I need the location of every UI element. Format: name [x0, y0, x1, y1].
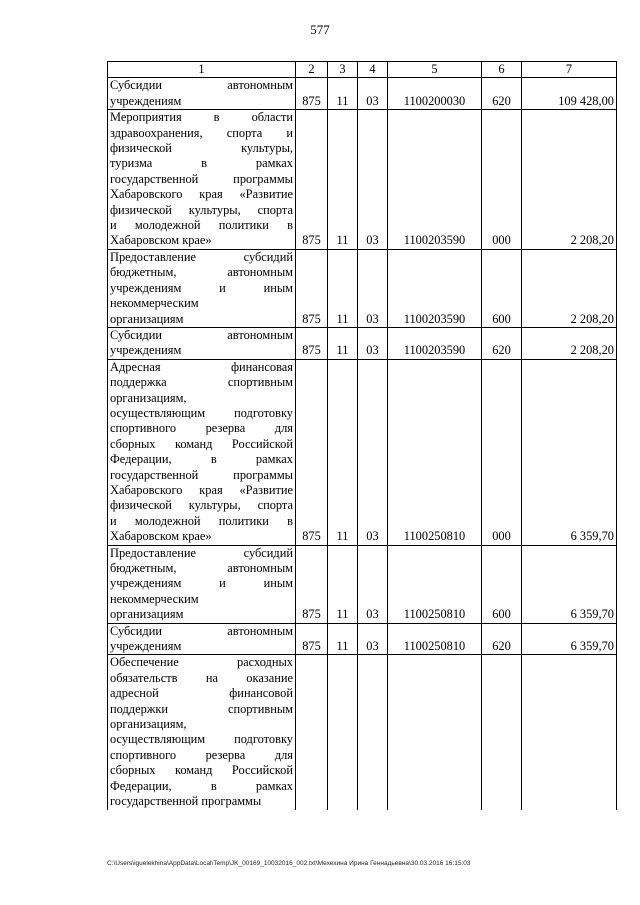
description-line: Хабаровском крае» [110, 529, 212, 544]
description-line: здравоохранения, спорта и [110, 125, 293, 140]
expense-type-cell: 000 [482, 110, 522, 250]
header-cell-1: 1 [108, 62, 296, 78]
header-cell-6: 6 [482, 62, 522, 78]
description-line: некоммерческим [110, 296, 199, 311]
description-line: Федерации, в рамках [110, 778, 293, 793]
file-path-footer: C:\Users\iguelekhina\AppData\Local\Temp\JK_00169_10032016_002.txt\Мехехина Ирина Геннадьевна\30.03.2016 16:15:03 [107, 860, 471, 867]
section-code-cell: 11 [328, 249, 358, 327]
description-line: обязательств на оказание [110, 670, 293, 685]
amount-cell: 2 208,20 [522, 110, 617, 250]
row-description [108, 655, 296, 810]
subsection-code-cell [358, 655, 388, 810]
amount-cell: 2 208,20 [522, 327, 617, 359]
table-header-row [108, 62, 617, 78]
description-line: бюджетным, автономным [110, 561, 293, 575]
description-line: Федерации, в рамках [110, 452, 293, 467]
description-line: Мероприятия в области [110, 110, 293, 125]
target-item-cell: 1100203590 [388, 327, 482, 359]
row-description [108, 545, 296, 623]
header-cell-2: 2 [296, 62, 328, 78]
description-line: поддержка спортивным [110, 375, 293, 390]
subsection-code-cell: 03 [358, 249, 388, 327]
target-item-cell: 1100250810 [388, 545, 482, 623]
row-description [108, 249, 296, 327]
description-line: спортивного резерва для [110, 747, 293, 762]
table-row [108, 623, 617, 655]
amount-cell: 6 359,70 [522, 545, 617, 623]
expense-type-cell: 600 [482, 545, 522, 623]
subsection-code-cell: 03 [358, 78, 388, 110]
row-description [108, 359, 296, 545]
section-code-cell: 11 [328, 110, 358, 250]
expense-type-cell: 620 [482, 78, 522, 110]
table-row [108, 655, 617, 810]
ministry-code-cell: 875 [296, 78, 328, 110]
section-code-cell: 11 [328, 78, 358, 110]
description-line: государственной программы [110, 794, 262, 809]
ministry-code-cell: 875 [296, 545, 328, 623]
description-line: Субсидии автономным [110, 78, 293, 93]
description-line: учреждениям [110, 639, 182, 654]
description-line: Обеспечение расходных [110, 655, 293, 670]
table-row [108, 249, 617, 327]
description-line: Субсидии автономным [110, 623, 293, 638]
section-code-cell [328, 655, 358, 810]
description-line: Субсидии автономным [110, 327, 293, 342]
table-row [108, 359, 617, 545]
description-line: осуществляющим подготовку [110, 732, 293, 747]
ministry-code-cell: 875 [296, 623, 328, 655]
description-line: поддержки спортивным [110, 701, 293, 716]
description-line: Предоставление субсидий [110, 545, 293, 560]
header-cell-4: 4 [358, 62, 388, 78]
amount-cell: 2 208,20 [522, 249, 617, 327]
ministry-code-cell: 875 [296, 359, 328, 545]
description-line: спортивного резерва для [110, 421, 293, 436]
description-line: государственной программы [110, 467, 293, 482]
target-item-cell: 1100200030 [388, 78, 482, 110]
header-cell-7: 7 [522, 62, 617, 78]
ministry-code-cell: 875 [296, 327, 328, 359]
target-item-cell [388, 655, 482, 810]
row-description [108, 110, 296, 250]
description-line: организациям, [110, 717, 187, 732]
section-code-cell: 11 [328, 623, 358, 655]
subsection-code-cell: 03 [358, 327, 388, 359]
description-line: физической культуры, [110, 141, 293, 156]
description-line: бюджетным, автономным [110, 265, 293, 280]
description-line: Хабаровского края «Развитие [110, 187, 293, 202]
description-line: Хабаровского края «Развитие [110, 482, 293, 497]
description-line: государственной программы [110, 171, 293, 186]
ministry-code-cell: 875 [296, 249, 328, 327]
table-row [108, 78, 617, 110]
amount-cell: 6 359,70 [522, 623, 617, 655]
description-line: учреждениям и иным [110, 280, 293, 295]
description-line: Предоставление субсидий [110, 249, 293, 264]
description-line: организациям [110, 607, 184, 622]
description-line: Адресная финансовая [110, 359, 293, 374]
table-row [108, 110, 617, 250]
subsection-code-cell: 03 [358, 623, 388, 655]
description-line: туризма в рамках [110, 156, 293, 171]
amount-cell [522, 655, 617, 810]
table-row [108, 545, 617, 623]
row-description [108, 78, 296, 110]
budget-table [107, 61, 617, 810]
description-line: учреждениям и иным [110, 576, 293, 591]
description-line: и молодежной политики в [110, 513, 293, 528]
row-description [108, 623, 296, 655]
amount-cell: 109 428,00 [522, 78, 617, 110]
description-line: физической культуры, спорта [110, 498, 293, 513]
expense-type-cell: 620 [482, 623, 522, 655]
description-line: Хабаровском крае» [110, 233, 212, 248]
ministry-code-cell [296, 655, 328, 810]
target-item-cell: 1100203590 [388, 110, 482, 250]
expense-type-cell: 600 [482, 249, 522, 327]
section-code-cell: 11 [328, 545, 358, 623]
description-line: сборных команд Российской [110, 763, 293, 778]
subsection-code-cell: 03 [358, 359, 388, 545]
description-line: организациям [110, 311, 184, 326]
description-line: и молодежной политики в [110, 218, 293, 233]
expense-type-cell [482, 655, 522, 810]
expense-type-cell: 620 [482, 327, 522, 359]
description-line: учреждениям [110, 343, 182, 358]
page-number: 577 [310, 22, 330, 37]
subsection-code-cell: 03 [358, 110, 388, 250]
target-item-cell: 1100250810 [388, 623, 482, 655]
description-line: организациям, [110, 390, 187, 405]
target-item-cell: 1100203590 [388, 249, 482, 327]
header-cell-3: 3 [328, 62, 358, 78]
subsection-code-cell: 03 [358, 545, 388, 623]
row-description [108, 327, 296, 359]
target-item-cell: 1100250810 [388, 359, 482, 545]
description-line: физической культуры, спорта [110, 202, 293, 217]
table-row [108, 327, 617, 359]
description-line: сборных команд Российской [110, 436, 293, 451]
amount-cell: 6 359,70 [522, 359, 617, 545]
description-line: осуществляющим подготовку [110, 405, 293, 420]
section-code-cell: 11 [328, 327, 358, 359]
description-line: некоммерческим [110, 591, 199, 606]
expense-type-cell: 000 [482, 359, 522, 545]
header-cell-5: 5 [388, 62, 482, 78]
section-code-cell: 11 [328, 359, 358, 545]
description-line: учреждениям [110, 93, 182, 108]
ministry-code-cell: 875 [296, 110, 328, 250]
description-line: адресной финансовой [110, 686, 293, 701]
